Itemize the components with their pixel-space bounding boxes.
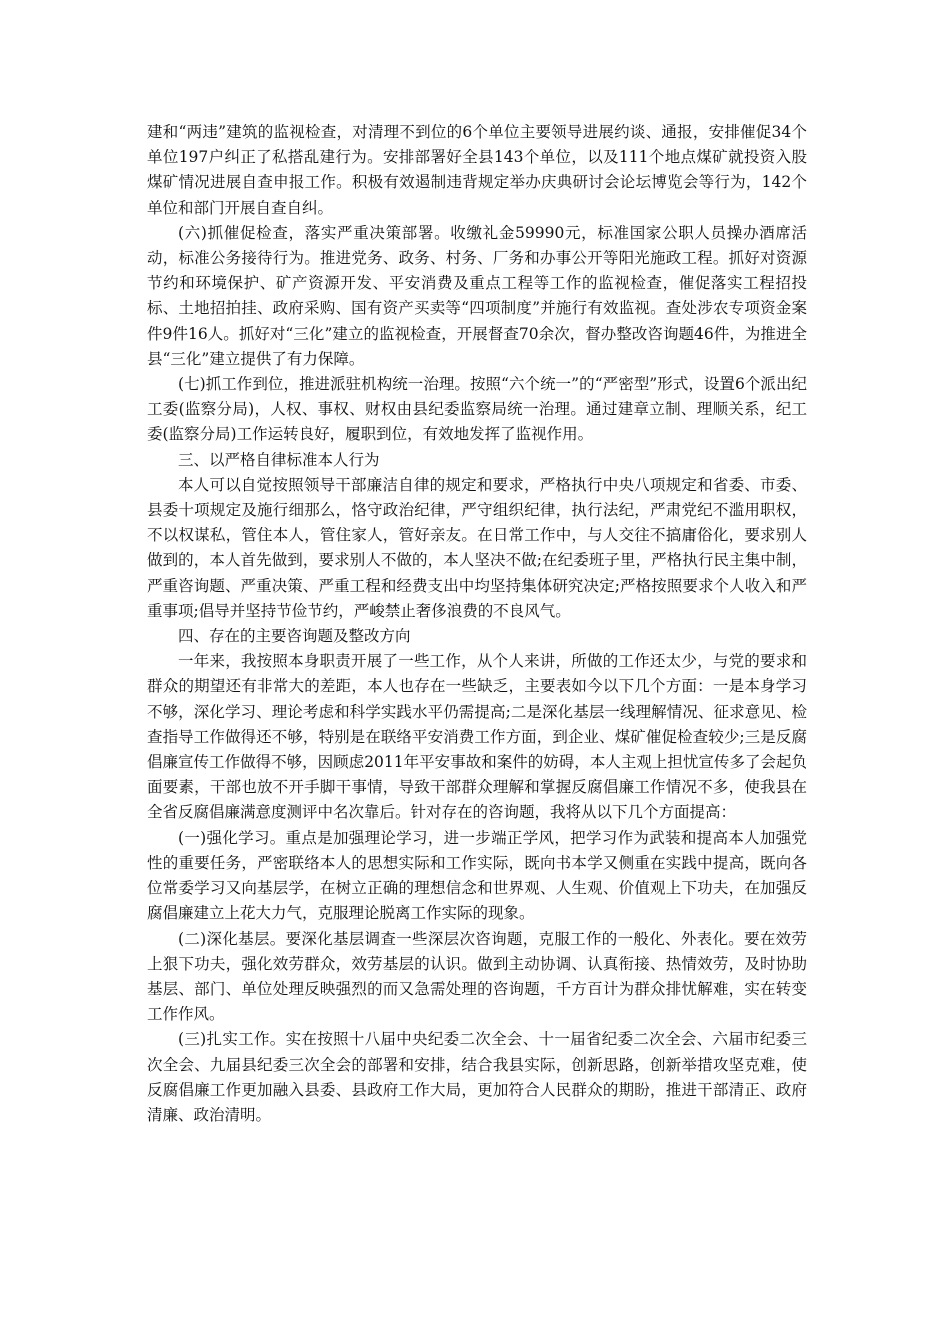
paragraph-improve-grassroots: (二)深化基层。要深化基层调查一些深层次咨询题，克服工作的一般化、外表化。要在效劳上狠下功夫，强化效劳群众，效劳基层的认识。做到主动协调、认真衔接、热情效劳，及时协助基层、部门、单位处理反映强烈的而又急需处理的咨询题，千方百计为群众排忧解难，实在转变工作作风。 [147, 929, 807, 1024]
paragraph-self-discipline: 本人可以自觉按照领导干部廉洁自律的规定和要求，严格执行中央八项规定和省委、市委、县委十项规定及施行细那么，恪守政治纪律，严守组织纪律，执行法纪，严肃党纪不滥用职权，不以权谋私，管住本人，管住家人，管好亲友。在日常工作中，与人交往不搞庸俗化，要求别人做到的，本人首先做到，要求别人不做的，本人坚决不做;在纪委班子里，严格执行民主集中制，严重咨询题、严重决策、严重工程和经费支出中均坚持集体研究决定;严格按照要求个人收入和严重事项;倡导并坚持节俭节约，严峻禁止奢侈浪费的不良风气。 [147, 475, 807, 620]
paragraph-improve-study: (一)强化学习。重点是加强理论学习，进一步端正学风，把学习作为武装和提高本人加强党性的重要任务，严密联络本人的思想实际和工作实际，既向书本学又侧重在实践中提高，既向各位常委学习又向基层学，在树立正确的理想信念和世界观、人生观、价值观上下功夫，在加强反腐倡廉建立上花大力气，克服理论脱离工作实际的现象。 [147, 828, 807, 923]
paragraph-item-six: (六)抓催促检查，落实严重决策部署。收缴礼金59990元，标准国家公职人员操办酒席活动，标准公务接待行为。推进党务、政务、村务、厂务和办事公开等阳光施政工程。抓好对资源节约和环境保护、矿产资源开发、平安消费及重点工程等工作的监视检查，催促落实工程招投标、土地招拍挂、政府采购、国有资产买卖等“四项制度”并施行有效监视。查处涉农专项资金案件9件16人。抓好对“三化”建立的监视检查，开展督查70余次，督办整改咨询题46件，为推进全县“三化”建立提供了有力保障。 [147, 223, 807, 368]
section-heading-three: 三、以严格自律标准本人行为 [178, 450, 380, 469]
paragraph-improve-work: (三)扎实工作。实在按照十八届中央纪委二次全会、十一届省纪委二次全会、六届市纪委三次全会、九届县纪委三次全会的部署和安排，结合我县实际，创新思路，创新举措攻坚克难，使反腐倡廉工作更加融入县委、县政府工作大局，更加符合人民群众的期盼，推进干部清正、政府清廉、政治清明。 [147, 1030, 807, 1124]
paragraph-item-seven: (七)抓工作到位，推进派驻机构统一治理。按照“六个统一”的“严密型”形式，设置6个派出纪工委(监察分局)，人权、事权、财权由县纪委监察局统一治理。通过建章立制、理顺关系，纪工委(监察分局)工作运转良好，履职到位，有效地发挥了监视作用。 [147, 375, 807, 444]
section-heading-four: 四、存在的主要咨询题及整改方向 [178, 627, 411, 646]
paragraph-shortcomings: 一年来，我按照本身职责开展了一些工作，从个人来讲，所做的工作还太少，与党的要求和群众的期望还有非常大的差距，本人也存在一些缺乏，主要表如今以下几个方面：一是本身学习不够，深化学习、理论考虑和科学实践水平仍需提高;二是深化基层一线理解情况、征求意见、检查指导工作做得还不够，特别是在联络平安消费工作方面，到企业、煤矿催促检查较少;三是反腐倡廉宣传工作做得不够，因顾虑2011年平安事故和案件的妨碍，本人主观上担忧宣传多了会起负面要素，干部也放不开手脚干事情，导致干部群众理解和掌握反腐倡廉工作情况不多，使我县在全省反腐倡廉满意度测评中名次靠后。针对存在的咨询题，我将从以下几个方面提高： [147, 652, 807, 822]
paragraph-continuation: 建和“两违”建筑的监视检查，对清理不到位的6个单位主要领导进展约谈、通报，安排催促34个单位197户纠正了私搭乱建行为。安排部署好全县143个单位，以及111个地点煤矿就投资入股煤矿情况进展自查申报工作。积极有效遏制违背规定举办庆典研讨会论坛博览会等行为，142个单位和部门开展自查自纠。 [147, 123, 807, 217]
document-body [147, 120, 807, 1128]
